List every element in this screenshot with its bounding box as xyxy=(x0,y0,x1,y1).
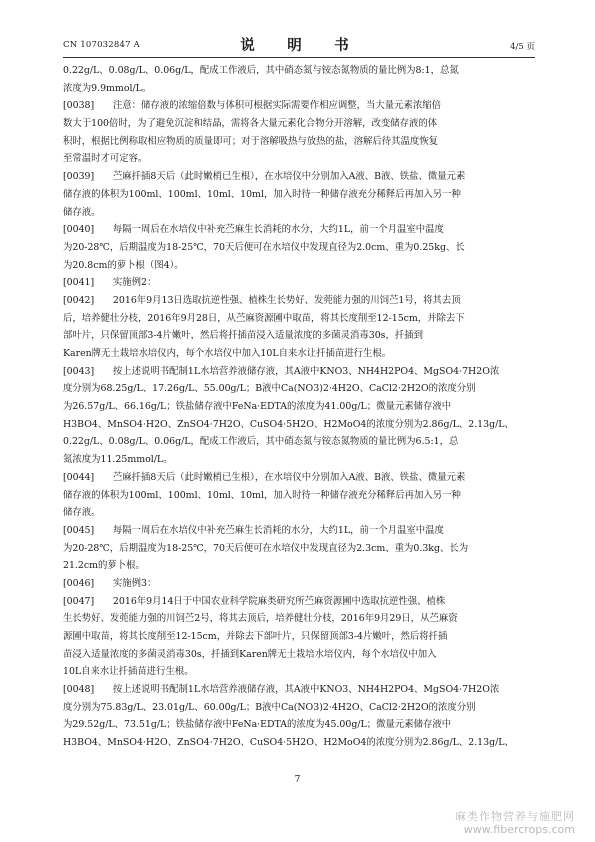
text-line: [0042] 2016年9月13日选取抗逆性强、植株生长势好、发蔸能力强的川饲苎1号，将其去顶 xyxy=(63,294,461,306)
text-line: 数大于100倍时，为了避免沉淀和结晶，需将各大量元素化合物分开溶解，改变储存液的体 xyxy=(63,118,438,130)
text-line: [0046] 实施例3： xyxy=(63,577,157,589)
text-line: 生长势好、发蔸能力强的川饲苎2号，将其去顶后，培养健壮分枝，2016年9月29日，从苎麻资 xyxy=(63,613,458,625)
text-line: [0048] 按上述说明书配制1L水培营养液储存液，其A液中KNO3、NH4H2PO4、MgSO4·7H2O浓 xyxy=(63,684,500,696)
page-header xyxy=(63,34,535,56)
document-body xyxy=(63,62,535,752)
text-line: 0.22g/L、0.08g/L、0.06g/L，配成工作液后，其中硝态氮与铵态氮物质的量比例为6.5:1，总 xyxy=(63,436,459,448)
text-line: [0041] 实施例2： xyxy=(63,277,157,289)
text-line: 浓度为9.9mmol/L。 xyxy=(63,82,152,94)
text-line: [0044] 苎麻扦插8天后（此时嫩梢已生根），在水培仪中分别加入A液、B液、铁盐、微量元素 xyxy=(63,471,466,483)
text-line: [0039] 苎麻扦插8天后（此时嫩梢已生根），在水培仪中分别加入A液、B液、铁盐、微量元素 xyxy=(63,171,466,183)
text-line: H3BO4、MnSO4·H2O、ZnSO4·7H2O、CuSO4·5H2O、H2MoO4的浓度分别为2.86g/L、2.13g/L、 xyxy=(63,418,514,430)
text-line: 为20.8cm的萝卜根（图4）。 xyxy=(63,259,184,271)
text-line: 为26.57g/L、66.16g/L；铁盐储存液中FeNa·EDTA的浓度为41.00g/L；微量元素储存液中 xyxy=(63,401,452,413)
text-line: [0043] 按上述说明书配制1L水培营养液储存液，其A液中KNO3、NH4H2PO4、MgSO4·7H2O浓 xyxy=(63,365,500,377)
page-number: 7 xyxy=(294,775,301,785)
watermark-title: 麻类作物营养与施肥网 xyxy=(455,810,575,823)
text-line: [0038] 注意：储存液的浓缩倍数与体积可根据实际需要作相应调整，当大量元素浓缩倍 xyxy=(63,100,442,112)
text-line: [0047] 2016年9月14日于中国农业科学院麻类研究所苎麻资源圃中选取抗逆性强、植株 xyxy=(63,595,446,607)
text-line: [0045] 每隔一周后在水培仪中补充苎麻生长消耗的水分，大约1L，前一个月温室中温度 xyxy=(63,524,444,536)
text-line: 21.2cm的萝卜根。 xyxy=(63,560,145,572)
text-line: 至常温时才可定容。 xyxy=(63,153,148,165)
text-line: 度分别为75.83g/L、23.01g/L、60.00g/L；B液中Ca(NO3)2·4H2O、CaCl2·2H2O的浓度分别 xyxy=(63,701,476,713)
text-line: 10L自来水让扦插苗进行生根。 xyxy=(63,666,194,678)
watermark-url: www.fibercrops.com xyxy=(463,823,575,836)
text-line: 为20-28℃，后期温度为18-25℃，70天后便可在水培仪中发现直径为2.3cm、重为0.3kg、长为 xyxy=(63,542,469,554)
text-line: 为29.52g/L、73.51g/L；铁盐储存液中FeNa·EDTA的浓度为45.00g/L；微量元素储存液中 xyxy=(63,719,452,731)
text-line: 储存液的体积为100ml、100ml、10ml、10ml，加入时待一种储存液充分稀释后再加入另一种 xyxy=(63,188,461,200)
page-reference: 4/5 页 xyxy=(510,42,535,52)
text-line: 氮浓度为11.25mmol/L。 xyxy=(63,454,173,466)
header-divider xyxy=(63,57,535,58)
text-line: 储存液。 xyxy=(63,206,101,218)
text-line: 部叶片，只保留顶部3-4片嫩叶，然后将扦插苗浸入适量浓度的多菌灵消毒30s，扦插到 xyxy=(63,330,423,342)
text-line: Karen牌无土栽培水培仪内，每个水培仪中加入10L自来水让扦插苗进行生根。 xyxy=(63,348,392,359)
text-line: 储存液。 xyxy=(63,507,101,519)
publication-number: CN 107032847 A xyxy=(63,40,140,50)
text-line: 度分别为68.25g/L、17.26g/L、55.00g/L；B液中Ca(NO3)2·4H2O、CaCl2·2H2O的浓度分别 xyxy=(63,383,476,395)
text-line: 源圃中取苗，将其长度削至12-15cm，并除去下部叶片，只保留顶部3-4片嫩叶，然后将扦插 xyxy=(63,631,448,642)
text-line: 后，培养健壮分枝，2016年9月28日，从苎麻资源圃中取苗，将其长度削至12-15cm，并除去下 xyxy=(63,312,465,324)
text-line: [0040] 每隔一周后在水培仪中补充苎麻生长消耗的水分，大约1L，前一个月温室中温度 xyxy=(63,224,444,236)
text-line: H3BO4、MnSO4·H2O、ZnSO4·7H2O、CuSO4·5H2O、H2MoO4的浓度分别为2.86g/L、2.13g/L、 xyxy=(63,737,514,749)
text-line: 积时，根据比例称取相应物质的质量即可；对于溶解吸热与放热的盐，溶解后待其温度恢复 xyxy=(63,135,439,147)
document-title: 说 明 书 xyxy=(240,37,358,54)
text-line: 为20-28℃，后期温度为18-25℃，70天后便可在水培仪中发现直径为2.0cm、重为0.25kg、长 xyxy=(63,241,465,253)
text-line: 苗浸入适量浓度的多菌灵消毒30s，扦插到Karen牌无土栽培水培仪内，每个水培仪中加入 xyxy=(63,648,437,660)
text-line: 0.22g/L、0.08g/L、0.06g/L，配成工作液后，其中硝态氮与铵态氮物质的量比例为8:1，总氮 xyxy=(63,65,459,76)
text-line: 储存液的体积为100ml、100ml、10ml、10ml，加入时待一种储存液充分稀释后再加入另一种 xyxy=(63,489,461,501)
